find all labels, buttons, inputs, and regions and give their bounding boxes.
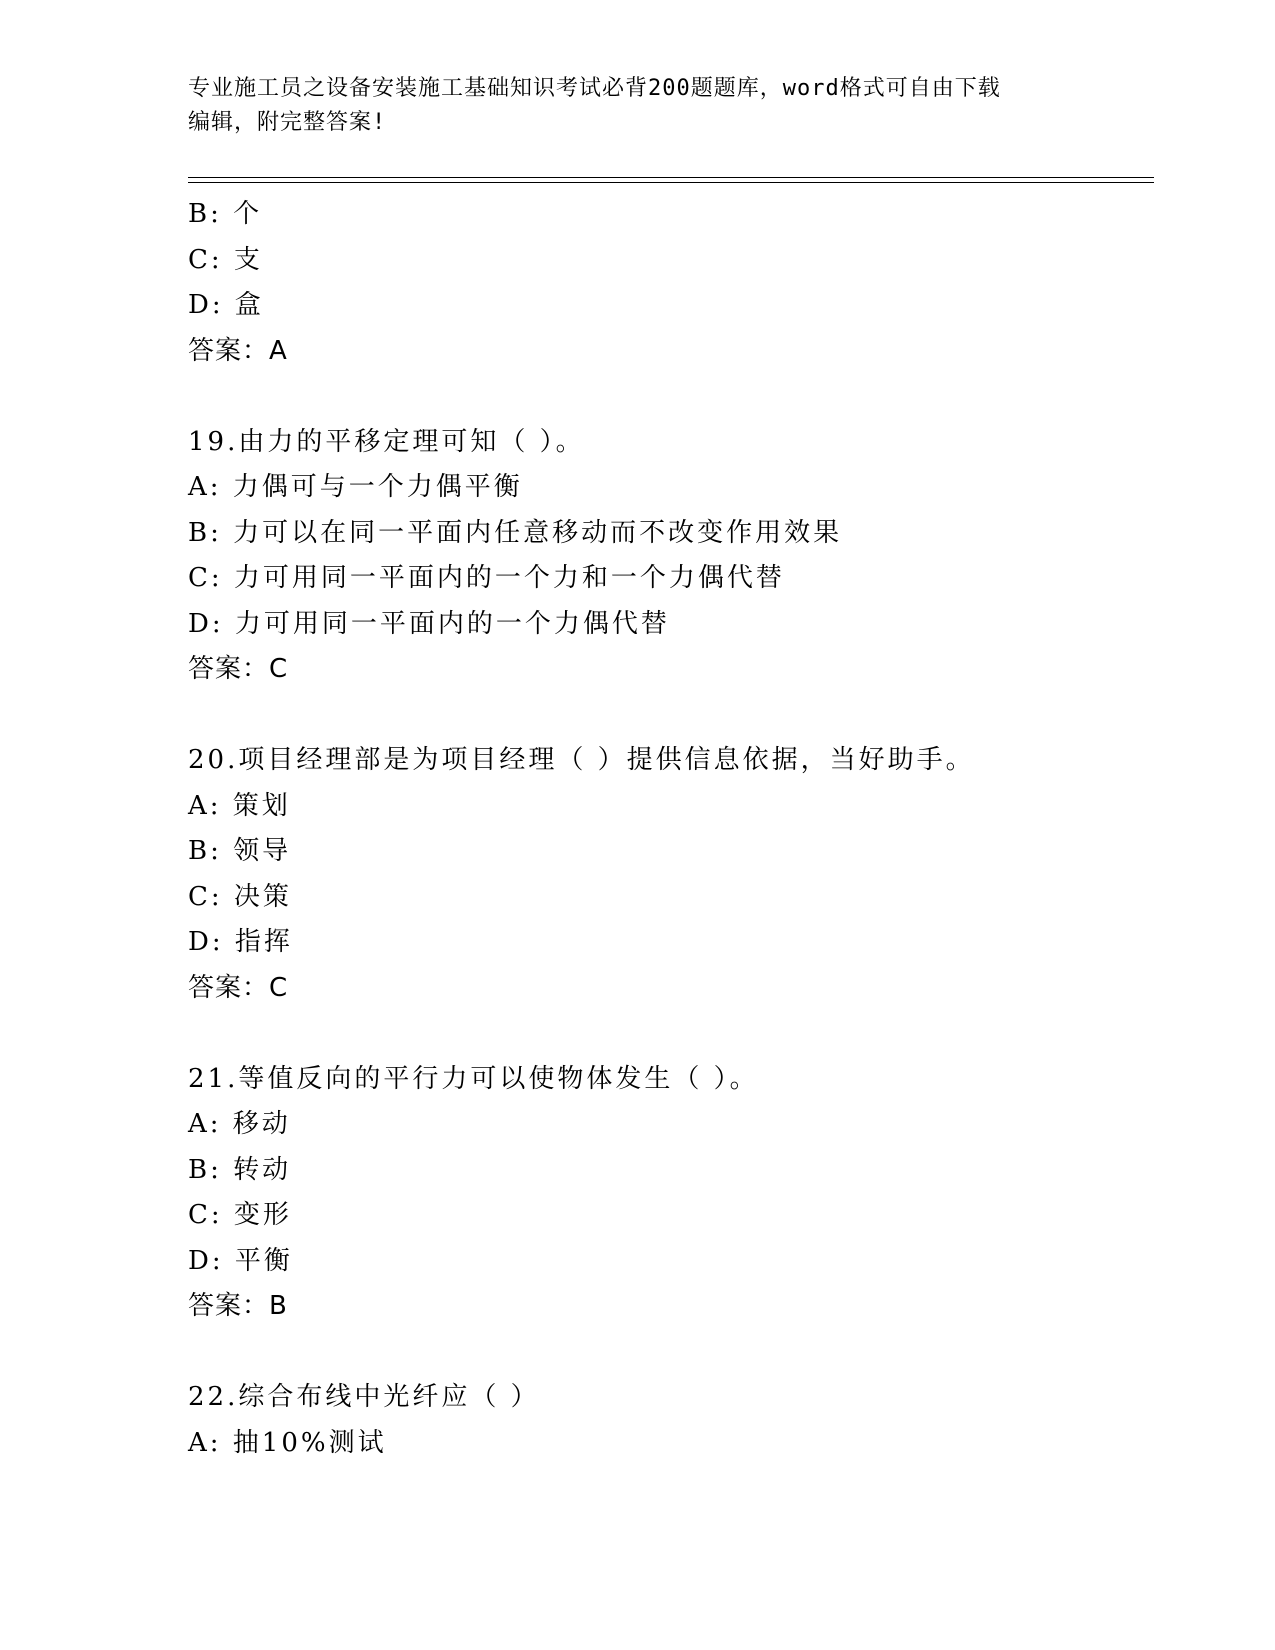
header-title-line-2: 编辑，附完整答案! (188, 110, 387, 135)
question-20 (188, 738, 1154, 1011)
option-c: C: 变形 (188, 1200, 292, 1230)
option-b: B: 力可以在同一平面内任意移动而不改变作用效果 (188, 517, 843, 548)
question-22 (188, 1375, 1154, 1466)
question-spacer (188, 693, 1154, 739)
option-b: B: 个 (188, 199, 263, 229)
option-d: D: 盒 (188, 290, 264, 320)
option-c: C: 支 (188, 244, 263, 275)
question-spacer (188, 1011, 1154, 1057)
answer-line: 答案：A (188, 335, 288, 366)
answer-line: 答案：B (188, 1291, 288, 1321)
option-d: D: 平衡 (188, 1245, 293, 1276)
header-divider-bottom (188, 182, 1154, 183)
question-spacer (188, 1330, 1154, 1376)
question-stem: 19.由力的平移定理可知（ ）。 (188, 426, 585, 457)
document-header (188, 72, 1088, 140)
question-19 (188, 420, 1154, 693)
question-stem: 22.综合布线中光纤应（ ） (188, 1382, 540, 1412)
question-stem: 20.项目经理部是为项目经理（ ）提供信息依据，当好助手。 (188, 745, 975, 775)
option-a: A: 力偶可与一个力偶平衡 (188, 472, 523, 502)
option-c: C: 力可用同一平面内的一个力和一个力偶代替 (188, 563, 785, 593)
question-18-continued (188, 192, 1154, 374)
option-a: A: 抽10%测试 (188, 1427, 387, 1458)
header-divider-top (188, 177, 1154, 178)
answer-line: 答案：C (188, 972, 289, 1003)
option-d: D: 指挥 (188, 927, 293, 957)
option-b: B: 转动 (188, 1154, 292, 1185)
question-21 (188, 1057, 1154, 1330)
option-a: A: 策划 (188, 790, 291, 821)
question-stem: 21.等值反向的平行力可以使物体发生（ ）。 (188, 1063, 759, 1094)
answer-line: 答案：C (188, 654, 289, 684)
option-b: B: 领导 (188, 836, 292, 866)
question-list (188, 192, 1154, 1466)
option-d: D: 力可用同一平面内的一个力偶代替 (188, 608, 670, 639)
header-title-line-1: 专业施工员之设备安装施工基础知识考试必背200题题库，word格式可自由下载 (188, 76, 1001, 101)
question-spacer (188, 374, 1154, 420)
option-c: C: 决策 (188, 881, 292, 912)
option-a: A: 移动 (188, 1109, 291, 1139)
